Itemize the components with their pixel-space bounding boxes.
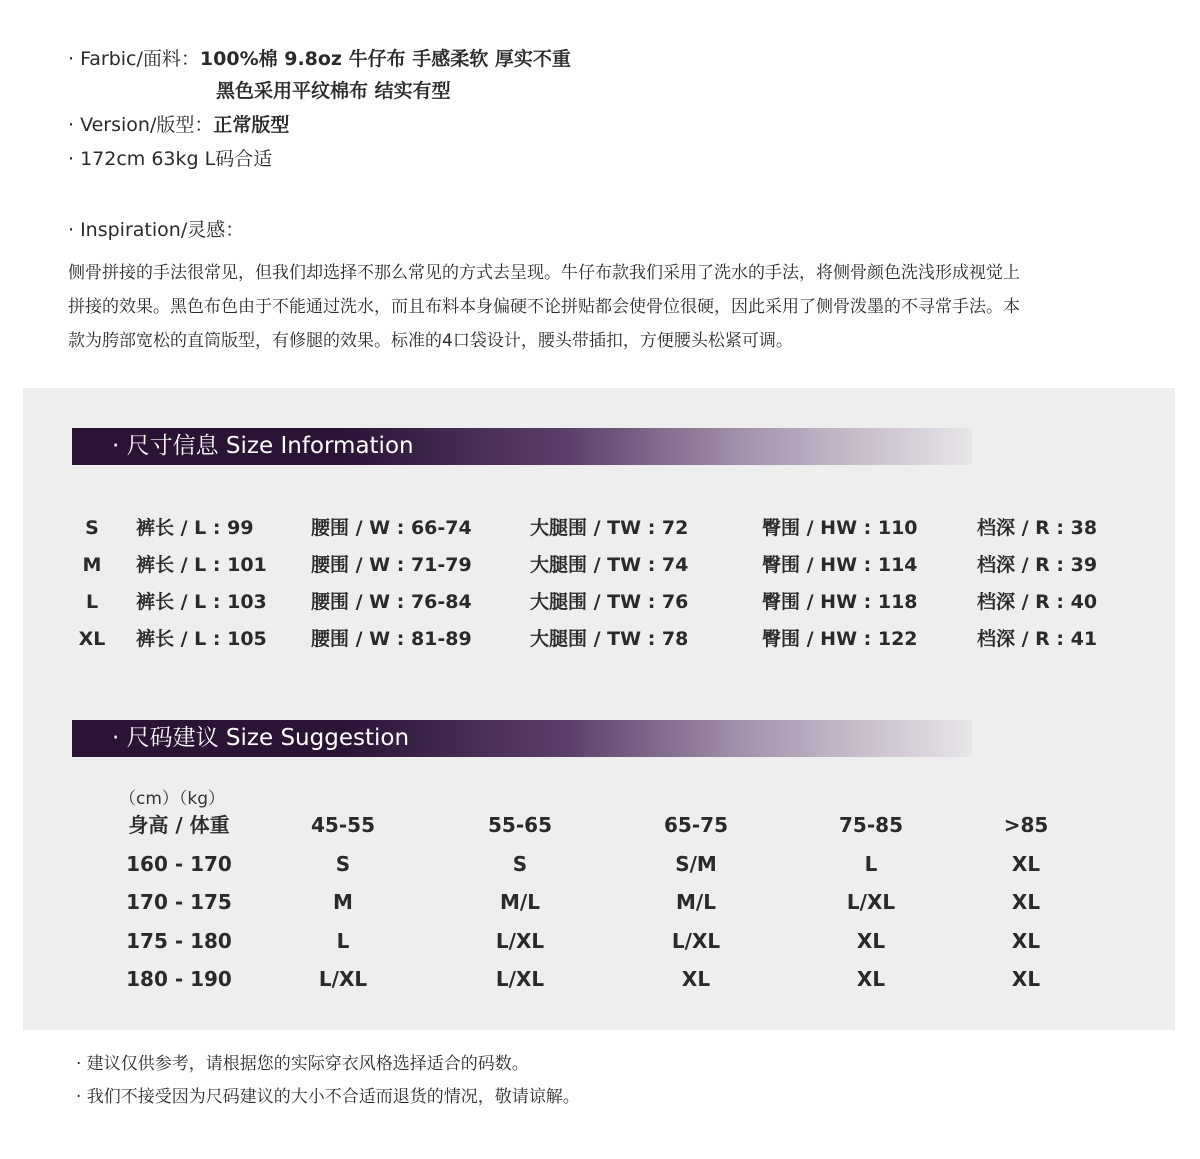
suggested-size-cell: L/XL: [846, 890, 896, 915]
suggestion-row: [23, 845, 1175, 883]
weight-range-header: 45-55: [311, 813, 375, 837]
size-suggestion-title: · 尺码建议 Size Suggestion: [112, 725, 410, 751]
suggested-size-cell: XL: [856, 928, 886, 953]
size-thigh-cell: 大腿围 / TW : 76: [530, 591, 689, 613]
suggested-size-cell: M/L: [500, 890, 540, 915]
size-rise-cell: 档深 / R : 41: [977, 628, 1098, 650]
size-info-title: · 尺寸信息 Size Information: [112, 433, 414, 459]
size-hip-cell: 臀围 / HW : 114: [762, 554, 918, 576]
suggested-size-cell: L/XL: [671, 928, 721, 953]
inspiration-line: 款为胯部宽松的直筒版型，有修腿的效果。标准的4口袋设计，腰头带插扣，方便腰头松紧可调。: [68, 331, 793, 351]
size-hip-cell: 臀围 / HW : 122: [762, 628, 918, 650]
size-info-header-bar: [72, 428, 972, 465]
version-value: 正常版型: [213, 114, 290, 136]
height-range-cell: 180 - 190: [126, 967, 232, 992]
size-thigh-cell: 大腿围 / TW : 78: [530, 628, 689, 650]
size-size-cell: XL: [78, 628, 106, 650]
height-weight-header: 身高 / 体重: [128, 813, 230, 837]
note-line: · 我们不接受因为尺码建议的大小不合适而退货的情况，敬请谅解。: [76, 1087, 580, 1107]
size-length-cell: 裤长 / L : 105: [136, 628, 267, 650]
suggested-size-cell: XL: [681, 967, 711, 992]
fabric-value-cont: 黑色采用平纹棉布 结实有型: [216, 80, 451, 102]
note-line: · 建议仅供参考，请根据您的实际穿衣风格选择适合的码数。: [76, 1054, 529, 1074]
suggested-size-cell: S: [335, 851, 351, 876]
size-suggestion-header-bar: [72, 720, 972, 757]
size-thigh-cell: 大腿围 / TW : 72: [530, 517, 689, 539]
size-rise-cell: 档深 / R : 39: [977, 554, 1098, 576]
version-line: [68, 110, 289, 140]
inspiration-line: 侧骨拼接的手法很常见，但我们却选择不那么常见的方式去呈现。牛仔布款我们采用了洗水的手法，将侧骨颜色洗浅形成视觉上: [68, 263, 1020, 283]
suggested-size-cell: L/XL: [495, 928, 545, 953]
weight-range-header: 75-85: [839, 813, 903, 837]
fabric-value: 100%棉 9.8oz 牛仔布 手感柔软 厚实不重: [199, 48, 571, 70]
suggested-size-cell: S: [512, 851, 528, 876]
suggestion-row: [23, 922, 1175, 960]
units-label: （cm）（kg）: [119, 789, 226, 809]
suggested-size-cell: XL: [856, 967, 886, 992]
size-rise-cell: 档深 / R : 40: [977, 591, 1098, 613]
size-thigh-cell: 大腿围 / TW : 74: [530, 554, 689, 576]
size-waist-cell: 腰围 / W : 81-89: [311, 628, 472, 650]
fabric-label: · Farbic/面料：: [68, 48, 200, 70]
notes: [76, 1048, 580, 1114]
inspiration-text: [68, 256, 1138, 358]
size-info-row: [23, 621, 1175, 657]
version-label: · Version/版型：: [68, 114, 214, 136]
size-length-cell: 裤长 / L : 101: [136, 554, 267, 576]
size-waist-cell: 腰围 / W : 76-84: [311, 591, 472, 613]
suggested-size-cell: XL: [1011, 967, 1041, 992]
suggested-size-cell: S/M: [675, 851, 717, 876]
size-waist-cell: 腰围 / W : 71-79: [311, 554, 472, 576]
suggested-size-cell: XL: [1011, 890, 1041, 915]
size-size-cell: S: [85, 517, 99, 539]
suggested-size-cell: XL: [1011, 851, 1041, 876]
size-hip-cell: 臀围 / HW : 110: [762, 517, 918, 539]
weight-range-header: 55-65: [488, 813, 552, 837]
size-panel: [23, 388, 1175, 1030]
suggested-size-cell: L/XL: [495, 967, 545, 992]
size-size-cell: M: [82, 554, 102, 576]
suggestion-row: [23, 883, 1175, 921]
height-range-cell: 175 - 180: [126, 928, 232, 953]
size-rise-cell: 档深 / R : 38: [977, 517, 1098, 539]
fit-note: · 172cm 63kg L码合适: [68, 148, 273, 170]
suggested-size-cell: M: [333, 890, 353, 915]
suggested-size-cell: L: [864, 851, 878, 876]
suggestion-header-row: [23, 806, 1175, 844]
size-info-row: [23, 584, 1175, 620]
size-info-row: [23, 510, 1175, 546]
size-info-row: [23, 547, 1175, 583]
suggested-size-cell: L/XL: [318, 967, 368, 992]
weight-range-header: 65-75: [664, 813, 728, 837]
suggested-size-cell: M/L: [676, 890, 716, 915]
weight-range-header: >85: [1003, 813, 1049, 837]
size-length-cell: 裤长 / L : 99: [136, 517, 254, 539]
suggested-size-cell: XL: [1011, 928, 1041, 953]
inspiration-label: · Inspiration/灵感：: [68, 219, 245, 241]
fabric-line: [68, 44, 571, 74]
suggestion-row: [23, 960, 1175, 998]
height-range-cell: 170 - 175: [126, 890, 232, 915]
size-hip-cell: 臀围 / HW : 118: [762, 591, 918, 613]
size-length-cell: 裤长 / L : 103: [136, 591, 267, 613]
suggested-size-cell: L: [336, 928, 350, 953]
size-waist-cell: 腰围 / W : 66-74: [311, 517, 472, 539]
inspiration-line: 拼接的效果。黑色布色由于不能通过洗水，而且布料本身偏硬不论拼贴都会使骨位很硬，因此采用了侧骨泼墨的不寻常手法。本: [68, 297, 1020, 317]
size-size-cell: L: [85, 591, 99, 613]
height-range-cell: 160 - 170: [126, 851, 232, 876]
